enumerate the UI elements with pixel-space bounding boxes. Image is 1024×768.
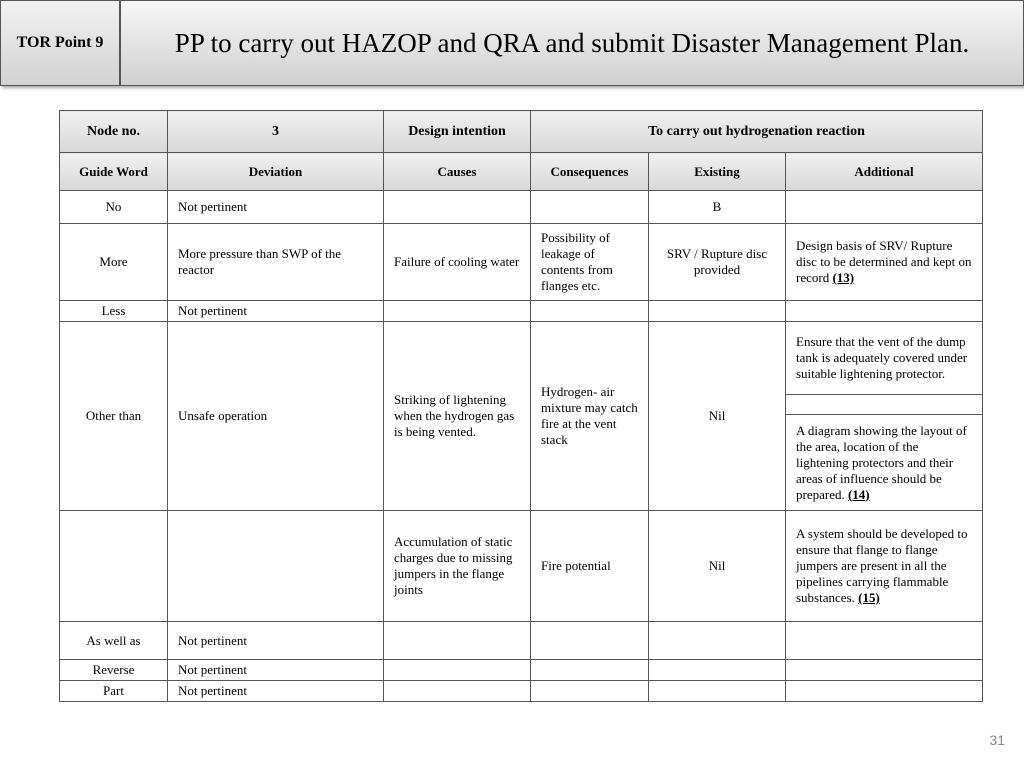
consequences-cell: Possibility of leakage of contents from flanges etc. [531, 224, 649, 301]
additional-text: A system should be developed to ensure that flange to flange jumpers are present in all the pipelines carrying flammable substances. [796, 526, 968, 605]
consequences-cell [531, 622, 649, 660]
hazop-table [59, 110, 983, 702]
tor-point-label: TOR Point 9 [0, 0, 120, 86]
table-row [60, 301, 983, 322]
additional-cell [786, 224, 983, 301]
causes-cell: Accumulation of static charges due to missing jumpers in the flange joints [384, 511, 531, 622]
node-no-label: Node no. [60, 111, 168, 153]
deviation-cell: Not pertinent [168, 660, 384, 681]
table-row [60, 622, 983, 660]
table-row [60, 511, 983, 622]
table-row [60, 191, 983, 224]
deviation-cell: Not pertinent [168, 191, 384, 224]
deviation-cell: Not pertinent [168, 622, 384, 660]
causes-cell [384, 191, 531, 224]
design-intention-value: To carry out hydrogenation reaction [531, 111, 983, 153]
consequences-cell [531, 681, 649, 702]
table-row [60, 224, 983, 301]
additional-text: A diagram showing the layout of the area, location of the lightening protectors and their areas of influence should be prepared. [796, 422, 967, 502]
guide-word-cell: Less [60, 301, 168, 322]
consequences-cell [531, 660, 649, 681]
table-row [60, 322, 983, 395]
existing-cell [649, 301, 786, 322]
deviation-cell: More pressure than SWP of the reactor [168, 224, 384, 301]
reference-number: (13) [832, 270, 855, 285]
deviation-cell: Unsafe operation [168, 322, 384, 511]
header-deviation: Deviation [168, 153, 384, 191]
table-row [60, 681, 983, 702]
header-causes: Causes [384, 153, 531, 191]
consequences-cell: Fire potential [531, 511, 649, 622]
node-no-value: 3 [168, 111, 384, 153]
header-additional: Additional [786, 153, 983, 191]
additional-cell [786, 415, 983, 511]
consequences-cell: Hydrogen- air mixture may catch fire at the vent stack [531, 322, 649, 511]
causes-cell [384, 301, 531, 322]
existing-cell: Nil [649, 511, 786, 622]
guide-word-cell: Other than [60, 322, 168, 511]
additional-cell [786, 511, 983, 622]
guide-word-cell: Part [60, 681, 168, 702]
additional-cell [786, 301, 983, 322]
additional-cell [786, 191, 983, 224]
causes-cell: Striking of lightening when the hydrogen gas is being vented. [384, 322, 531, 511]
existing-cell: B [649, 191, 786, 224]
slide-title: PP to carry out HAZOP and QRA and submit Disaster Management Plan. [120, 0, 1024, 86]
slide-header [0, 0, 1024, 86]
consequences-cell [531, 191, 649, 224]
header-existing: Existing [649, 153, 786, 191]
existing-cell: SRV / Rupture disc provided [649, 224, 786, 301]
guide-word-cell [60, 511, 168, 622]
existing-cell: Nil [649, 322, 786, 511]
guide-word-cell: More [60, 224, 168, 301]
table-header-row [60, 153, 983, 191]
causes-cell [384, 660, 531, 681]
header-guide-word: Guide Word [60, 153, 168, 191]
existing-cell [649, 622, 786, 660]
header-consequences: Consequences [531, 153, 649, 191]
deviation-cell [168, 511, 384, 622]
page-number: 31 [989, 732, 1005, 748]
table-top-row [60, 111, 983, 153]
existing-cell [649, 660, 786, 681]
table-row [60, 660, 983, 681]
consequences-cell [531, 301, 649, 322]
additional-cell: Ensure that the vent of the dump tank is adequately covered under suitable lightening protector. [786, 322, 983, 395]
additional-text: Design basis of SRV/ Rupture disc to be determined and kept on record [796, 238, 972, 285]
causes-cell [384, 681, 531, 702]
causes-cell [384, 622, 531, 660]
existing-cell [649, 681, 786, 702]
reference-number: (15) [858, 590, 880, 605]
additional-cell [786, 681, 983, 702]
causes-cell: Failure of cooling water [384, 224, 531, 301]
reference-number: (14) [847, 486, 870, 502]
guide-word-cell: Reverse [60, 660, 168, 681]
additional-cell [786, 622, 983, 660]
design-intention-label: Design intention [384, 111, 531, 153]
guide-word-cell: As well as [60, 622, 168, 660]
deviation-cell: Not pertinent [168, 301, 384, 322]
additional-cell [786, 395, 983, 415]
guide-word-cell: No [60, 191, 168, 224]
additional-cell [786, 660, 983, 681]
deviation-cell: Not pertinent [168, 681, 384, 702]
